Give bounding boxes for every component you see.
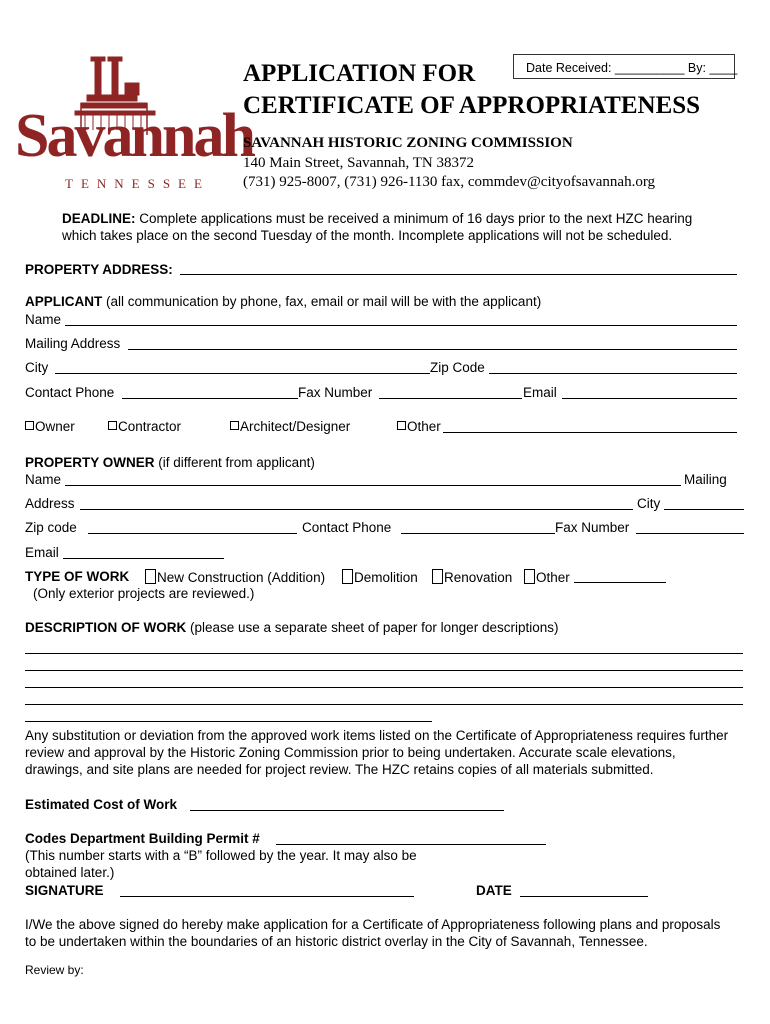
- checkbox-icon[interactable]: [524, 569, 535, 584]
- review-by-label: Review by:: [25, 963, 84, 977]
- owner-fax-label: Fax Number: [555, 520, 630, 535]
- description-heading: [25, 620, 558, 635]
- deadline-line2: which takes place on the second Tuesday of the month. Incomplete applications will not be scheduled.: [62, 228, 673, 243]
- date-received-box: Date Received: __________ By: ____: [513, 54, 735, 79]
- page-title-line2: CERTIFICATE OF APPROPRIATENESS: [243, 92, 701, 119]
- applicant-fax-label: Fax Number: [298, 385, 373, 400]
- applicant-email-label: Email: [523, 385, 557, 400]
- checkbox-icon[interactable]: [230, 421, 239, 430]
- work-other-field[interactable]: [574, 582, 666, 583]
- work-other-label: Other: [536, 570, 570, 585]
- property-address-label: PROPERTY ADDRESS:: [25, 262, 173, 277]
- owner-email-field[interactable]: [63, 558, 224, 559]
- owner-zip-field[interactable]: [88, 533, 297, 534]
- applicant-zip-label: Zip Code: [430, 360, 485, 375]
- role-other-field[interactable]: [443, 432, 737, 433]
- page-title-line1: APPLICATION FOR: [243, 60, 476, 87]
- role-architect[interactable]: [230, 419, 350, 434]
- applicant-name-field[interactable]: [65, 325, 737, 326]
- owner-phone-field[interactable]: [401, 533, 555, 534]
- work-demolition-label: Demolition: [354, 570, 418, 585]
- applicant-zip-field[interactable]: [489, 373, 737, 374]
- applicant-heading-label: APPLICANT: [25, 294, 103, 309]
- description-line[interactable]: [25, 704, 743, 705]
- role-architect-label: Architect/Designer: [240, 419, 351, 434]
- date-field[interactable]: [520, 896, 648, 897]
- applicant-city-label: City: [25, 360, 49, 375]
- owner-address-field[interactable]: [80, 509, 633, 510]
- org-name: SAVANNAH HISTORIC ZONING COMMISSION: [243, 135, 573, 151]
- work-note: (Only exterior projects are reviewed.): [33, 586, 255, 601]
- role-other-label: Other: [407, 419, 441, 434]
- applicant-city-field[interactable]: [55, 373, 430, 374]
- org-address: 140 Main Street, Savannah, TN 38372: [243, 155, 474, 171]
- applicant-email-field[interactable]: [562, 398, 737, 399]
- permit-field[interactable]: [276, 844, 546, 845]
- description-heading-label: DESCRIPTION OF WORK: [25, 620, 187, 635]
- applicant-phone-label: Contact Phone: [25, 385, 115, 400]
- owner-note: (if different from applicant): [154, 455, 315, 470]
- applicant-mailing-field[interactable]: [128, 349, 737, 350]
- logo-state: TENNESSEE: [65, 176, 210, 191]
- role-contractor-label: Contractor: [118, 419, 182, 434]
- property-address-field[interactable]: [180, 274, 737, 275]
- work-demolition[interactable]: [342, 569, 418, 585]
- applicant-heading: [25, 294, 541, 309]
- applicant-name-label: Name: [25, 312, 62, 327]
- signature-field[interactable]: [120, 896, 414, 897]
- checkbox-icon[interactable]: [432, 569, 443, 584]
- deadline-label: DEADLINE:: [62, 211, 136, 226]
- role-owner-label: Owner: [35, 419, 75, 434]
- cost-field[interactable]: [190, 810, 504, 811]
- checkbox-icon[interactable]: [108, 421, 117, 430]
- description-line[interactable]: [25, 687, 743, 688]
- permit-note2: obtained later.): [25, 865, 115, 880]
- work-other[interactable]: [524, 569, 570, 585]
- logo-wordmark: Savannah: [15, 102, 253, 170]
- signature-label: SIGNATURE: [25, 883, 104, 898]
- owner-city-label: City: [637, 496, 661, 511]
- description-note: (please use a separate sheet of paper for longer descriptions): [186, 620, 559, 635]
- deadline-text1: Complete applications must be received a minimum of 16 days prior to the next HZC hearing: [135, 211, 693, 226]
- owner-fax-field[interactable]: [636, 533, 744, 534]
- applicant-phone-field[interactable]: [122, 398, 298, 399]
- substitution-line3: drawings, and site plans are needed for project review. The HZC retains copies of all materials submitted.: [25, 762, 654, 777]
- declaration-line2: to be undertaken within the boundaries of an historic district overlay in the City of Savannah, Tennessee.: [25, 934, 648, 949]
- owner-name-field[interactable]: [65, 485, 681, 486]
- applicant-fax-field[interactable]: [379, 398, 522, 399]
- substitution-line1: Any substitution or deviation from the approved work items listed on the Certificate of Appropriateness requires further: [25, 728, 729, 743]
- checkbox-icon[interactable]: [145, 569, 156, 584]
- permit-label: Codes Department Building Permit #: [25, 831, 260, 846]
- savannah-logo: [15, 55, 253, 195]
- owner-city-field[interactable]: [664, 509, 744, 510]
- role-other[interactable]: [397, 419, 441, 434]
- work-new-construction-label: New Construction (Addition): [157, 570, 326, 585]
- applicant-note: (all communication by phone, fax, email or mail will be with the applicant): [102, 294, 542, 309]
- checkbox-icon[interactable]: [342, 569, 353, 584]
- description-line[interactable]: [25, 721, 432, 722]
- checkbox-icon[interactable]: [25, 421, 34, 430]
- owner-heading-label: PROPERTY OWNER: [25, 455, 155, 470]
- role-contractor[interactable]: [108, 419, 181, 434]
- work-new-construction[interactable]: [145, 569, 325, 585]
- substitution-line2: review and approval by the Historic Zoning Commission prior to being undertaken. Accurate scale elevations,: [25, 745, 676, 760]
- owner-heading: [25, 455, 315, 470]
- owner-phone-label: Contact Phone: [302, 520, 392, 535]
- work-renovation-label: Renovation: [444, 570, 513, 585]
- org-contact: (731) 925-8007, (731) 926-1130 fax, commdev@cityofsavannah.org: [243, 174, 656, 190]
- cost-label: Estimated Cost of Work: [25, 797, 178, 812]
- deadline-line1: [62, 211, 692, 226]
- description-line[interactable]: [25, 653, 743, 654]
- description-line[interactable]: [25, 670, 743, 671]
- date-label: DATE: [476, 883, 512, 898]
- work-renovation[interactable]: [432, 569, 512, 585]
- applicant-mailing-label: Mailing Address: [25, 336, 121, 351]
- declaration-line1: I/We the above signed do hereby make application for a Certificate of Appropriateness following plans and proposals: [25, 917, 721, 932]
- permit-note1: (This number starts with a “B” followed by the year. It may also be: [25, 848, 417, 863]
- role-owner[interactable]: [25, 419, 75, 434]
- checkbox-icon[interactable]: [397, 421, 406, 430]
- work-heading: TYPE OF WORK: [25, 569, 130, 584]
- owner-zip-label: Zip code: [25, 520, 77, 535]
- owner-address-label: Address: [25, 496, 75, 511]
- owner-mailing-label: Mailing: [684, 472, 727, 487]
- owner-email-label: Email: [25, 545, 59, 560]
- owner-name-label: Name: [25, 472, 62, 487]
